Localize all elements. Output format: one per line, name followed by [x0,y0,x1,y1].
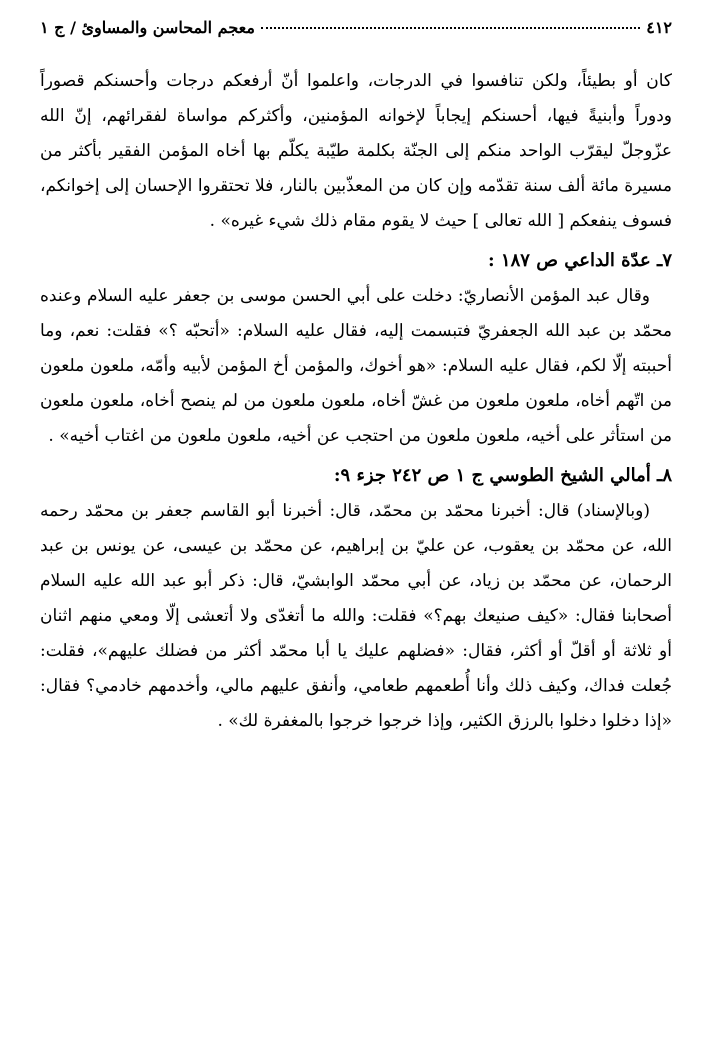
document-page [40,18,672,739]
running-header [40,18,672,52]
paragraph-hadith-8: (وبالإسناد) قال: أخبرنا محمّد بن محمّد، قال: أخبرنا أبو القاسم جعفر بن محمّد رحمه الله، عن محمّد بن يعقوب، عن عليّ بن إبراهيم، عن محمّد بن عيسى، عن يونس بن عبد الرحمان، عن محمّد بن زياد، عن أبي محمّد الوابشيّ، قال: ذكر أبو عبد الله عليه السلام أصحابنا فقال: «كيف صنيعك بهم؟» فقلت: والله ما أتغدّى ولا أتعشى إلّا ومعي منهم اثنان أو ثلاثة أو أقلّ أو أكثر، فقال: «فضلهم عليك يا أبا محمّد أكثر من فضلك عليهم»، فقلت: جُعلت فداك، وكيف ذلك وأنا أُطعمهم طعامي، وأنفق عليهم مالي، وأخدمهم خادمي؟ فقال: «إذا دخلوا دخلوا بالرزق الكثير، وإذا خرجوا خرجوا بالمغفرة لك» . [40,501,672,731]
header-dot-leader [261,27,640,29]
section-heading-8: ٨ـ أمالي الشيخ الطوسي ج ١ ص ٢٤٢ جزء ٩: [333,465,672,486]
section-heading-7: ٧ـ عدّة الداعي ص ١٨٧ : [487,250,672,271]
page-number: ٤١٢ [646,18,672,37]
paragraph-hadith-7: وقال عبد المؤمن الأنصاريّ: دخلت على أبي الحسن موسى بن جعفر عليه السلام وعنده محمّد بن عبد الله الجعفريّ فتبسمت إليه، فقال عليه السلام: «أتحبّه ؟» فقلت: نعم، وما أحببته إلّا لكم، فقال عليه السلام: «هو أخوك، والمؤمن أخ المؤمن لأبيه وأمّه، ملعون ملعون من اتّهم أخاه، ملعون ملعون من غشّ أخاه، ملعون ملعون من لم ينصح أخاه، ملعون ملعون من استأثر على أخيه، ملعون ملعون من احتجب عن أخيه، ملعون ملعون من اغتاب أخيه» . [40,286,672,446]
paragraph-continuation: كان أو بطيئاً، ولكن تنافسوا في الدرجات، واعلموا أنّ أرفعكم درجات وأحسنكم قصوراً ودوراً وأبنيةً فيها، أحسنكم إيجاباً لإخوانه المؤمنين، وأكثركم مواساة لفقرائهم، إنّ الله عزّوجلّ ليقرّب الواحد منكم إلى الجنّة بكلمة طيّبة يكلّم بها أخاه المؤمن الفقير بأكثر من مسيرة مائة ألف سنة تقدّمه وإن كان من المعذّبين بالنار، فلا تحتقروا الإحسان إلى إخوانكم، فسوف ينفعكم [ الله تعالى ] حيث لا يقوم مقام ذلك شيء غيره» . [40,71,672,231]
book-title: معجم المحاسن والمساوئ / ج ١ [40,18,255,37]
